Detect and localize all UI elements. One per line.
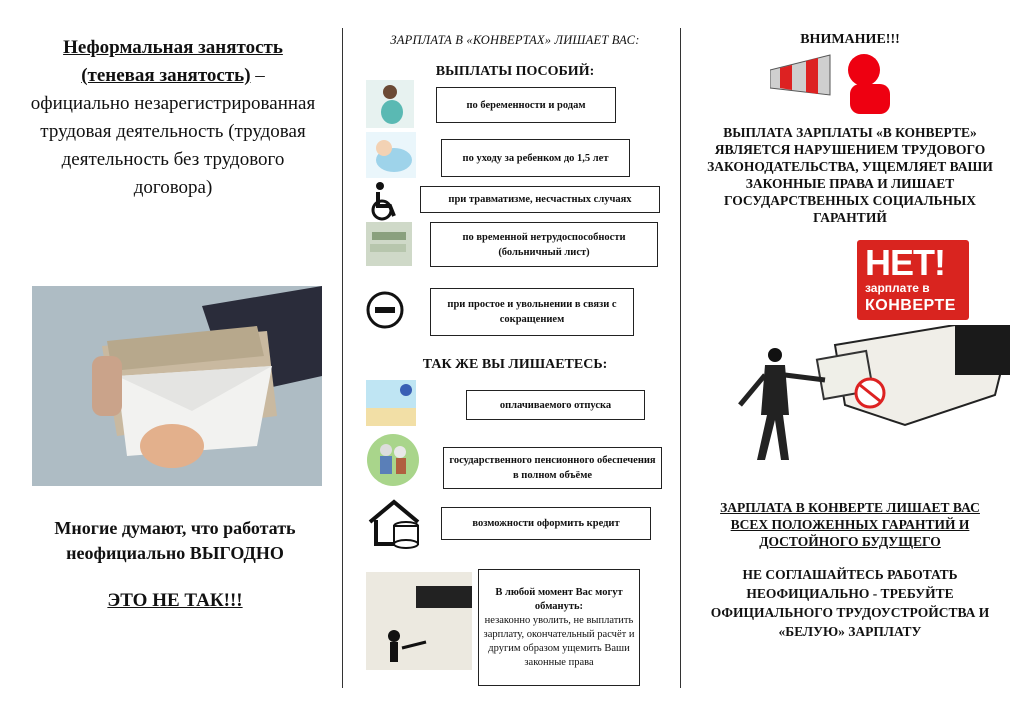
deceive-box: [478, 569, 640, 686]
stop-sign-icon: [366, 291, 404, 334]
wheelchair-icon: [366, 180, 406, 227]
badge-line1: зарплате в: [865, 281, 930, 295]
sick-leave-money-icon: [366, 222, 412, 271]
envelope-money-photo: [32, 286, 322, 486]
also-item-vacation: оплачиваемого отпуска: [466, 390, 645, 420]
pensioners-icon: [366, 432, 420, 493]
deceive-body: незаконно уволить, не выплатить зарплату, окончательный расчёт и другим образом ущемить Ваши законные права: [483, 614, 635, 668]
benefit-item-injury: при травматизме, несчастных случаях: [420, 186, 660, 213]
baby-icon: [366, 132, 416, 183]
pointing-hand-dismissal-icon: [366, 572, 472, 675]
pregnant-woman-icon: [366, 80, 414, 133]
informal-employment-term: Неформальная занятость (теневая занятость): [63, 37, 283, 86]
column-divider-right: [680, 28, 681, 688]
benefit-item-pregnancy: по беременности и родам: [436, 87, 616, 123]
benefit-item-childcare: по уходу за ребенком до 1,5 лет: [441, 139, 630, 177]
middle-header: ЗАРПЛАТА В «КОНВЕРТАХ» ЛИШАЕТ ВАС:: [390, 33, 640, 47]
bribe-handover-illustration: [725, 325, 1010, 475]
deprives-text: ЗАРПЛАТА В КОНВЕРТЕ ЛИШАЕТ ВАС ВСЕХ ПОЛОЖЕННЫХ ГАРАНТИЙ И ДОСТОЙНОГО БУДУЩЕГО: [720, 500, 980, 549]
badge-no: НЕТ!: [865, 242, 945, 283]
call-to-action-text: НЕ СОГЛАШАЙТЕСЬ РАБОТАТЬ НЕОФИЦИАЛЬНО - ТРЕБУЙТЕ ОФИЦИАЛЬНОГО ТРУДОУСТРОЙСТВА И «БЕЛУЮ» ЗАРПЛАТУ: [710, 567, 990, 639]
benefit-item-downtime-layoff: при простое и увольнении в связи с сокращением: [430, 288, 634, 336]
benefits-title: ВЫПЛАТЫ ПОСОБИЙ:: [435, 64, 595, 79]
not-so-text: ЭТО НЕ ТАК!!!: [107, 590, 243, 611]
attention-heading: ВНИМАНИЕ!!!: [800, 32, 900, 47]
many-think-text: Многие думают, что работать неофициально ВЫГОДНО: [54, 518, 296, 563]
vacation-icon: [366, 380, 416, 431]
warning-text: ВЫПЛАТА ЗАРПЛАТЫ «В КОНВЕРТЕ» ЯВЛЯЕТСЯ НАРУШЕНИЕМ ТРУДОВОГО ЗАКОНОДАТЕЛЬСТВА, УЩЕМЛЯЕТ ВАШИ ЗАКОННЫЕ ПРАВА И ЛИШАЕТ ГОСУДАРСТВЕННЫХ СОЦИАЛЬНЫХ ГАРАНТИЙ: [707, 125, 993, 225]
deceive-title: В любой момент Вас могут обмануть:: [495, 586, 623, 612]
definition-text: официально незарегистрированная трудовая деятельность (трудовая деятельность без трудового договора): [30, 93, 316, 198]
also-deprived-title: ТАК ЖЕ ВЫ ЛИШАЕТЕСЬ:: [422, 357, 608, 372]
benefit-item-sick-leave: по временной нетрудоспособности (больничный лист): [430, 222, 658, 267]
also-item-credit: возможности оформить кредит: [441, 507, 651, 540]
term-dash: –: [250, 65, 265, 86]
badge-line2: КОНВЕРТЕ: [865, 297, 956, 314]
no-envelope-salary-badge: [857, 240, 969, 320]
definition-block: [28, 34, 318, 202]
megaphone-man-icon: [770, 50, 920, 125]
house-credit-icon: [366, 496, 426, 557]
many-think-block: [30, 516, 320, 613]
column-divider-left: [342, 28, 343, 688]
also-item-pension: государственного пенсионного обеспечения в полном объёме: [443, 447, 662, 489]
